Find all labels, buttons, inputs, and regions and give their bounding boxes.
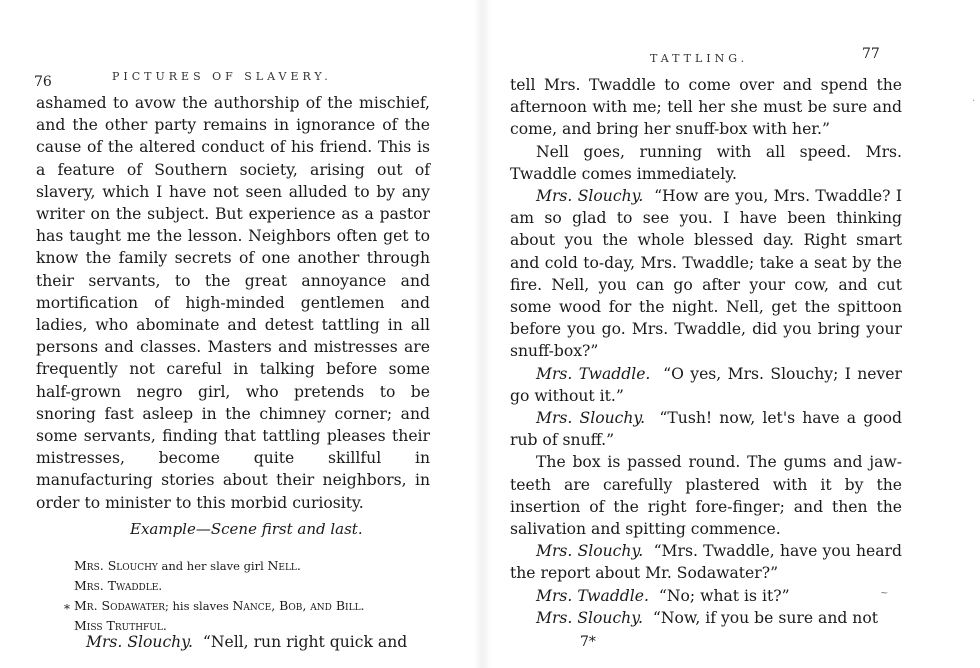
paragraph-text: “No; what is it?” (658, 586, 790, 605)
running-head: PICTURES OF SLAVERY. (112, 70, 332, 83)
speaker-name: Mrs. Slouchy. (536, 608, 643, 627)
dialogue-line (86, 633, 407, 651)
paragraph (510, 451, 902, 540)
paragraph (510, 407, 902, 451)
cast-list (74, 556, 365, 636)
cast-entry: Mr. Sodawater; his slaves Nance, Bob, and Bill. (74, 598, 365, 613)
page-number: 77 (862, 46, 880, 62)
speaker-name: Mrs. Slouchy. (536, 542, 644, 561)
page-number: 76 (34, 74, 52, 90)
paragraph: ashamed to avow the authorship of the mischief, and the other party remains in ignorance of the cause of the altered conduct of his friend. This is a feature of Southern society, arising out of slavery, which I have not seen alluded to by any writer on the subject. But experience as a pastor has taught me the lesson. Neighbors often get to know the family secrets of one another through their servants, to the great annoyance and mortification of high-minded gentlemen and ladies, who abominate and detest tattling in all persons and classes. Masters and mistresses are frequently not careful in talking before some half-grown negro girl, who pretends to be snoring fast asleep in the chimney corner; and some servants, finding that tattling pleases their mistresses, become quite skillful in manufacturing stories about their neighbors, in order to minister to this morbid curiosity. (36, 94, 430, 512)
cast-entry: Miss Truthful. (74, 618, 167, 633)
paragraph (510, 141, 902, 185)
speaker-name: Mrs. Slouchy. (536, 409, 646, 428)
left-page (0, 0, 475, 668)
paragraph-text: tell Mrs. Twaddle to come over and spend the afternoon with me; tell her she must be sure and come, and bring her snuff-box with her.” (510, 76, 902, 139)
paragraph (510, 540, 902, 584)
paragraph-text: Nell goes, running with all speed. Mrs. Twaddle comes immediately. (510, 142, 902, 183)
cast-entry: Mrs. Slouchy and her slave girl Nell. (74, 558, 301, 573)
paragraph-text: “Mrs. Twaddle, have you heard the report about Mr. Sodawater?” (510, 542, 902, 583)
speaker-name: Mrs. Twaddle. (536, 364, 651, 383)
paragraph-text: “How are you, Mrs. Twaddle? I am so glad to see you. I have been thinking about you the whole blessed day. Right smart and cold to-day, Mrs. Twaddle; take a seat by the fire. Nell, you can go after your cow, and cut some wood for the night. Nell, get the spittoon before you go. Mrs. Twaddle, did you bring your snuff-box?” (510, 187, 902, 361)
paragraph-text: “O yes, Mrs. Slouchy; I never go without it.” (510, 364, 902, 405)
body-text (510, 74, 902, 629)
speaker-name: Mrs. Slouchy. (536, 187, 644, 206)
paragraph (510, 585, 902, 607)
paragraph-text: The box is passed round. The gums and jaw-teeth are carefully plastered with it by the insertion of the right fore-finger; and then the salivation and spitting commence. (510, 453, 902, 539)
speaker-name: Mrs. Twaddle. (536, 586, 649, 605)
running-head: TATTLING. (650, 52, 749, 65)
edge-mark: · (972, 96, 976, 107)
margin-mark: * (64, 602, 70, 616)
body-text (36, 92, 430, 514)
paragraph-text: “Now, if you be sure and not (652, 608, 879, 627)
paragraph (510, 185, 902, 363)
speaker-name: Mrs. Slouchy. (86, 633, 193, 651)
paragraph (510, 363, 902, 407)
right-page (490, 0, 980, 668)
signature-mark: 7* (580, 634, 596, 650)
paragraph (510, 607, 902, 629)
dialogue-text: “Nell, run right quick and (202, 633, 408, 651)
example-heading: Example—Scene first and last. (130, 520, 363, 538)
scratch-mark: ~ (880, 588, 889, 599)
cast-entry: Mrs. Twaddle. (74, 578, 163, 593)
paragraph-text: “Tush! now, let's have a good rub of snuff.” (510, 409, 902, 450)
paragraph (510, 74, 902, 141)
